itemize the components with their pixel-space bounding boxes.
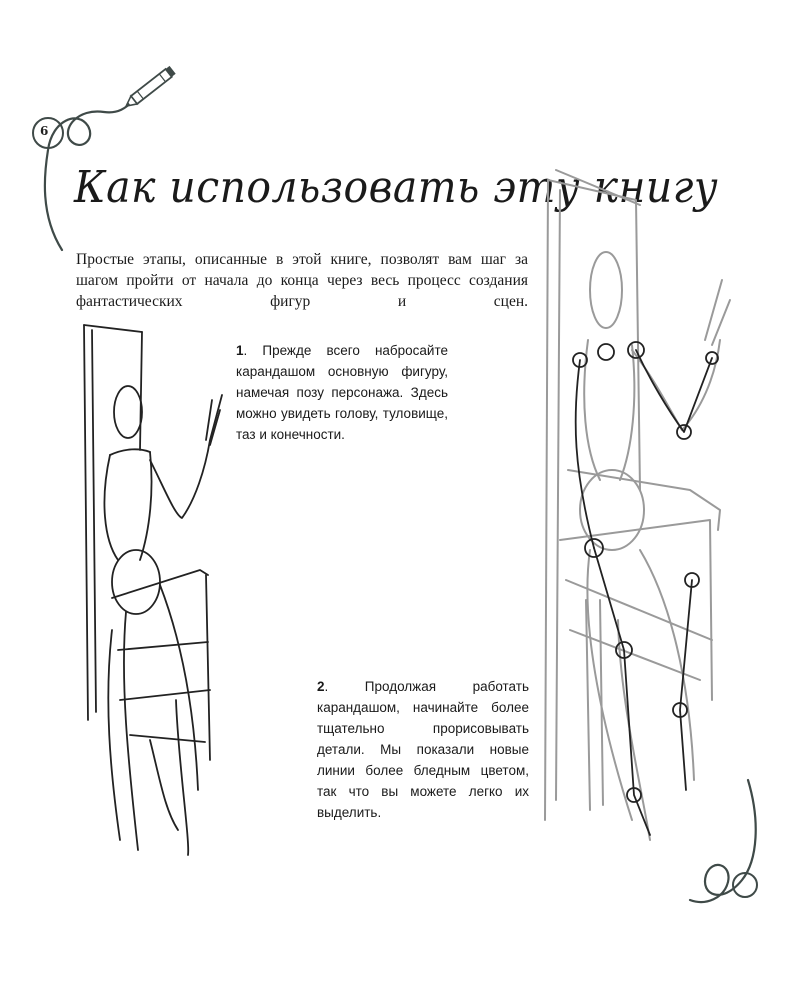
step-2-body: . Продолжая работать карандашом, начинайте более тщательно прорисовывать детали. Мы показали новые линии более бледным цветом, так что вы можете легко их выделить. <box>317 679 529 820</box>
page-number: 6 <box>40 124 49 138</box>
step-2-number: 2 <box>317 679 325 694</box>
step-1-number: 1 <box>236 343 244 358</box>
step-1-body: . Прежде всего набросайте карандашом основную фигуру, намечая позу персонажа. Здесь можно увидеть голову, туловище, таз и конечности. <box>236 343 448 442</box>
page-title: Как использовать эту книгу <box>74 162 719 213</box>
intro-paragraph: Простые этапы, описанные в этой книге, позволят вам шаг за шагом пройти от начала до конца через весь процесс создания фантастических фигур и сцен. <box>76 251 528 310</box>
